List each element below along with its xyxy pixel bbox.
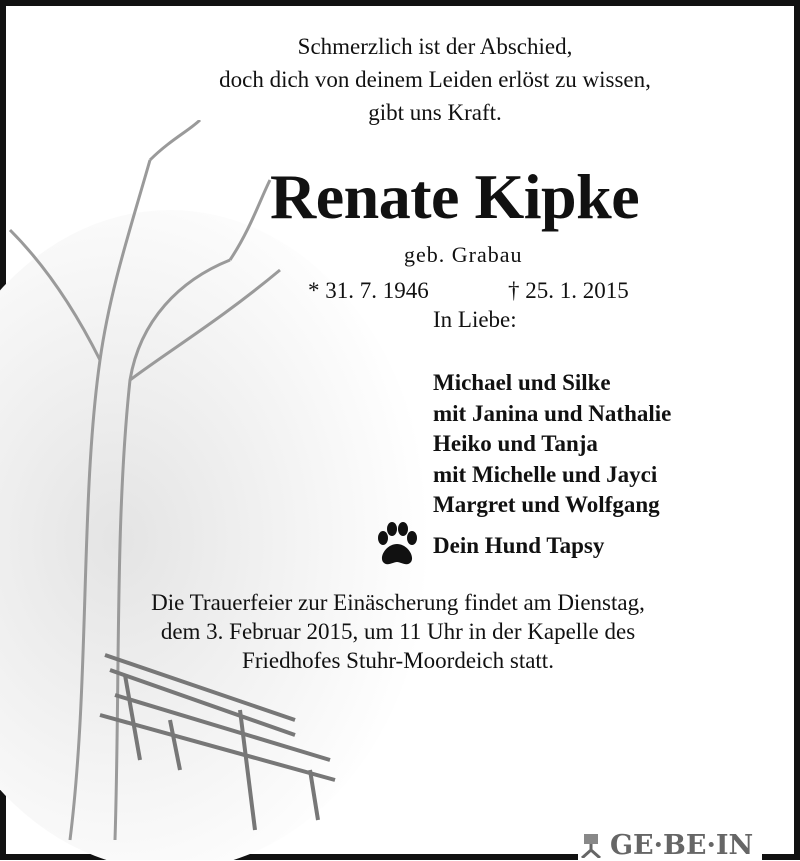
bottom-border-right: [762, 854, 800, 860]
poem: [0, 30, 800, 129]
publisher-logo: [578, 830, 753, 861]
family-member: mit Michelle und Jayci: [433, 461, 658, 487]
funeral-line: Friedhofes Stuhr-Moordeich statt.: [242, 648, 554, 673]
poem-line: Schmerzlich ist der Abschied,: [297, 34, 573, 59]
poem-line: gibt uns Kraft.: [368, 100, 502, 125]
family-member: mit Janina und Nathalie: [433, 400, 672, 426]
dog-name: Dein Hund Tapsy: [433, 533, 605, 558]
funeral-line: Die Trauerfeier zur Einäscherung findet am Dienstag,: [151, 590, 645, 615]
poem-line: doch dich von deinem Leiden erlöst zu wissen,: [219, 67, 651, 92]
birth-date: * 31. 7. 1946: [308, 278, 429, 303]
family-list: [433, 368, 671, 521]
paw-icon: [375, 520, 419, 568]
funeral-info: [0, 588, 796, 675]
in-liebe-label: In Liebe:: [433, 307, 517, 332]
family-member: Michael und Silke: [433, 370, 611, 395]
family-member: Margret und Wolfgang: [433, 492, 660, 517]
death-date: † 25. 1. 2015: [508, 278, 629, 303]
birth-name: geb. Grabau: [404, 242, 523, 267]
logo-text: GE·BE·IN: [610, 830, 754, 861]
logo-figure-icon: [578, 834, 604, 858]
funeral-line: dem 3. Februar 2015, um 11 Uhr in der Kapelle des: [160, 619, 636, 644]
family-member: Heiko und Tanja: [433, 431, 598, 456]
deceased-name: Renate Kipke: [270, 161, 640, 232]
